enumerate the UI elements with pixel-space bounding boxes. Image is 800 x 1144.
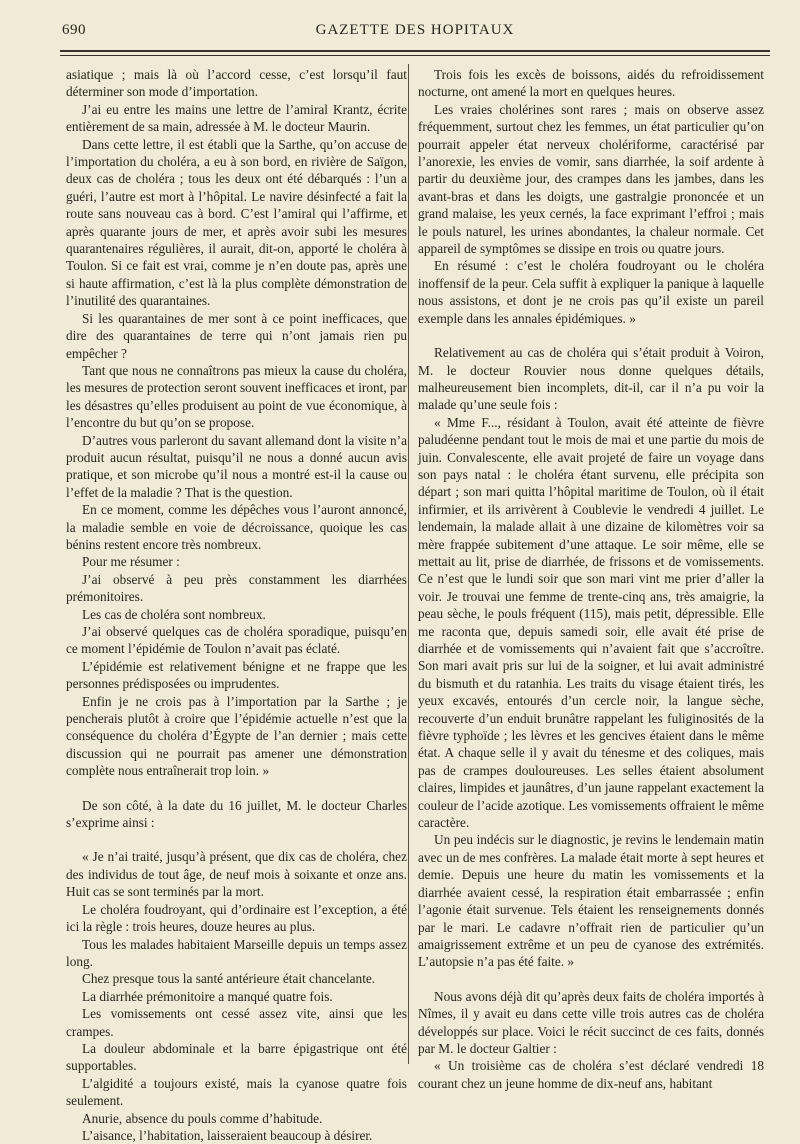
paragraph: « Mme F..., résidant à Toulon, avait été atteinte de fièvre paludéenne pendant tout le mois de mai et une partie du mois de juin. Convalescente, elle avait projeté de faire un voyage dans son pays natal : le choléra étant survenu, elle précipita son départ ; son mari quitta l’hôpital maritime de Toulon, où il était infirmier, et ils arrivèrent à Coublevie le vendredi 4 juillet. Le lendemain, la malade allait à une dizaine de kilomètres voir sa mère frappée subitement d’une attaque. Le soir même, elle se mettait au lit, prise de diarrhée, de frissons et de vomissements. Ce n’est que le lundi soir que son mari vint me prier d’aller la voir. Je trouvai une femme de trente-cinq ans, très amaigrie, la peau sèche, le pouls fréquent (115), mais petit, dépressible. Elle me raconta que, depuis samedi soir, elle avait été prise de diarrhée et de vomissements qui n’avaient fait que s’accroître. Son mari avait pris sur lui de la soigner, et lui avait administré du bismuth et du ratanhia. Les traits du visage étaient tirés, les yeux excavés, entourés d’un cercle noir, la langue sèche, recouverte d’un enduit brunâtre rappelant les fuliginosités de la fièvre typhoïde ; les lèvres et les gencives étaient dans le même état. A chaque selle il y avait du ténesme et des coliques, mais pas de crampes douloureuses. Les selles étaient absolument claires, limpides et jaunâtres, d’un jaune rappelant exactement la couleur de l’acide azotique. Les vomissements offraient le même caractère. (418, 414, 764, 831)
paragraph: Chez presque tous la santé antérieure était chancelante. (82, 971, 376, 987)
paragraph: Tant que nous ne connaîtrons pas mieux la cause du choléra, les mesures de protection seront souvent inefficaces et iront, par les désastres qu’elles produisent au point de vue économique, à l’encontre du but qu’on se propose. (66, 362, 407, 431)
paragraph: Trois fois les excès de boissons, aidés du refroidissement nocturne, ont amené la mort en quelques heures. (418, 67, 764, 100)
left-column (66, 66, 407, 1144)
paragraph: D’autres vous parleront du savant allemand dont la visite n’a produit aucun résultat, puisqu’il ne nous a donné aucun avis pratique, et son microbe qu’il nous a montré est-il la cause ou l’effet de la maladie ? That is the question. (66, 432, 407, 500)
paragraph: L’épidémie est relativement bénigne et ne frappe que les personnes prédisposées ou imprudentes. (66, 658, 407, 692)
header-rule-thin (60, 55, 770, 56)
paragraph: En résumé : c’est le choléra foudroyant ou le choléra inoffensif de la peur. Cela suffit à expliquer la panique à laquelle nous assistons, et dont je ne crois pas qu’il existe un pareil exemple dans les annales épidémiques. » (418, 258, 764, 326)
paragraph: asiatique ; mais là où l’accord cesse, c’est lorsqu’il faut déterminer son mode d’importation. (66, 67, 407, 100)
paragraph: L’aisance, l’habitation, laisseraient beaucoup à désirer. (82, 1127, 373, 1143)
paragraph: J’ai observé quelques cas de choléra sporadique, puisqu’en ce moment l’épidémie de Toulon n’avait pas éclaté. (66, 624, 407, 657)
paragraph: La douleur abdominale et la barre épigastrique ont été supportables. (66, 1040, 407, 1074)
paragraph: Un peu indécis sur le diagnostic, je revins le lendemain matin avec un de mes confrères. La malade était morte à sept heures et demie. Depuis une heure du matin les vomissements et la diarrhée avaient cessé, la respiration était embarrassée ; enfin l’agonie était survenue. Tels étaient les renseignements donnés par le mari. Le cadavre n’offrait rien de particulier qu’un amaigrissement extrême et un peu de cyanose des extrémités. L’autopsie n’a pas été faite. » (418, 832, 764, 970)
paragraph: Enfin je ne crois pas à l’importation par la Sarthe ; je pencherais plutôt à croire que l’épidémie actuelle n’est que la conséquence du choléra d’Égypte de l’an dernier ; mais cette discussion qui ne pourrait pas amener une démonstration complète nous entraînerait trop loin. » (66, 693, 407, 779)
paragraph: « Je n’ai traité, jusqu’à présent, que dix cas de choléra, chez des individus de tout âge, de neuf mois à soixante et onze ans. Huit cas se sont terminés par la mort. (66, 849, 407, 900)
paragraph: J’ai eu entre les mains une lettre de l’amiral Krantz, écrite entièrement de sa main, adressée à M. le docteur Maurin. (66, 101, 407, 135)
page-header (60, 22, 770, 44)
paragraph: L’algidité a toujours existé, mais la cyanose quatre fois seulement. (66, 1075, 407, 1109)
paragraph: Les vraies cholérines sont rares ; mais on observe assez fréquemment, surtout chez les femmes, un état particulier qu’on pourrait appeler état nerveux cholériforme, caractérisé par l’anorexie, les envies de vomir, sans diarrhée, la soif ardente à partir du deuxième jour, des crampes dans les jambes, dans les avant-bras et dans les doigts, une gastralgie prononcée et un grand malaise, les yeux cernés, la face exprimant l’effroi ; mais le pouls naturel, les urines abondantes, la chaleur normale. Cet appareil de symptômes se dissipe en trois ou quatre jours. (418, 101, 764, 257)
right-column (418, 66, 764, 1092)
journal-title: GAZETTE DES HOPITAUX (315, 22, 515, 38)
paragraph: En ce moment, comme les dépêches vous l’auront annoncé, la maladie semble en voie de décroissance, quoique les cas bénins restent encore très nombreux. (66, 502, 407, 552)
paragraph: De son côté, à la date du 16 juillet, M. le docteur Charles s’exprime ainsi : (66, 797, 407, 831)
paragraph: La diarrhée prémonitoire a manqué quatre fois. (82, 988, 333, 1004)
paragraph: Anurie, absence du pouls comme d’habitude. (82, 1110, 323, 1126)
paragraph: Pour me résumer : (82, 554, 180, 570)
paragraph: Relativement au cas de choléra qui s’était produit à Voiron, M. le docteur Rouvier nous donne quelques détails, malheureusement bien incomplets, dit-il, car il n’a pu voir la malade qu’une seule fois : (418, 345, 764, 413)
paragraph: J’ai observé à peu près constamment les diarrhées prémonitoires. (66, 571, 407, 605)
paragraph: Les cas de choléra sont nombreux. (82, 606, 266, 622)
paragraph: Dans cette lettre, il est établi que la Sarthe, qu’on accuse de l’importation du choléra, a eu à son bord, en rivière de Saïgon, deux cas de choléra ; tous les deux ont été débarqués : l’un a guéri, l’autre est mort à l’hôpital. Le navire désinfecté a fait la route sans nouveau cas à bord. C’est l’amiral qui l’affirme, et après quarante jours de mer, et après avoir subi les mesures quarantenaires régulières, il aurait, dit-on, apporté le choléra à Toulon. Si ce fait est vrai, comme je n’en doute pas, après une si haute affirmation, c’est là la plus complète démonstration de l’inutilité des quarantaines. (66, 136, 407, 309)
column-divider (408, 64, 409, 1064)
paragraph: Le choléra foudroyant, qui d’ordinaire est l’exception, a été ici la règle : trois heures, douze heures au plus. (66, 901, 407, 935)
paragraph: Tous les malades habitaient Marseille depuis un temps assez long. (66, 936, 407, 969)
paragraph: Si les quarantaines de mer sont à ce point inefficaces, que dire des quarantaines de terre qui n’ont jamais rien pu empêcher ? (66, 310, 407, 361)
page-number: 690 (62, 22, 86, 38)
paragraph: Les vomissements ont cessé assez vite, ainsi que les crampes. (66, 1006, 407, 1039)
paragraph: Nous avons déjà dit qu’après deux faits de choléra importés à Nîmes, il y avait eu dans cette ville trois autres cas de choléra développés sur place. Voici le récit succinct de ces faits, donnés par M. le docteur Galtier : (418, 988, 764, 1056)
paragraph: « Un troisième cas de choléra s’est déclaré vendredi 18 courant chez un jeune homme de dix-neuf ans, habitant (418, 1058, 764, 1091)
header-rule-thick (60, 50, 770, 52)
